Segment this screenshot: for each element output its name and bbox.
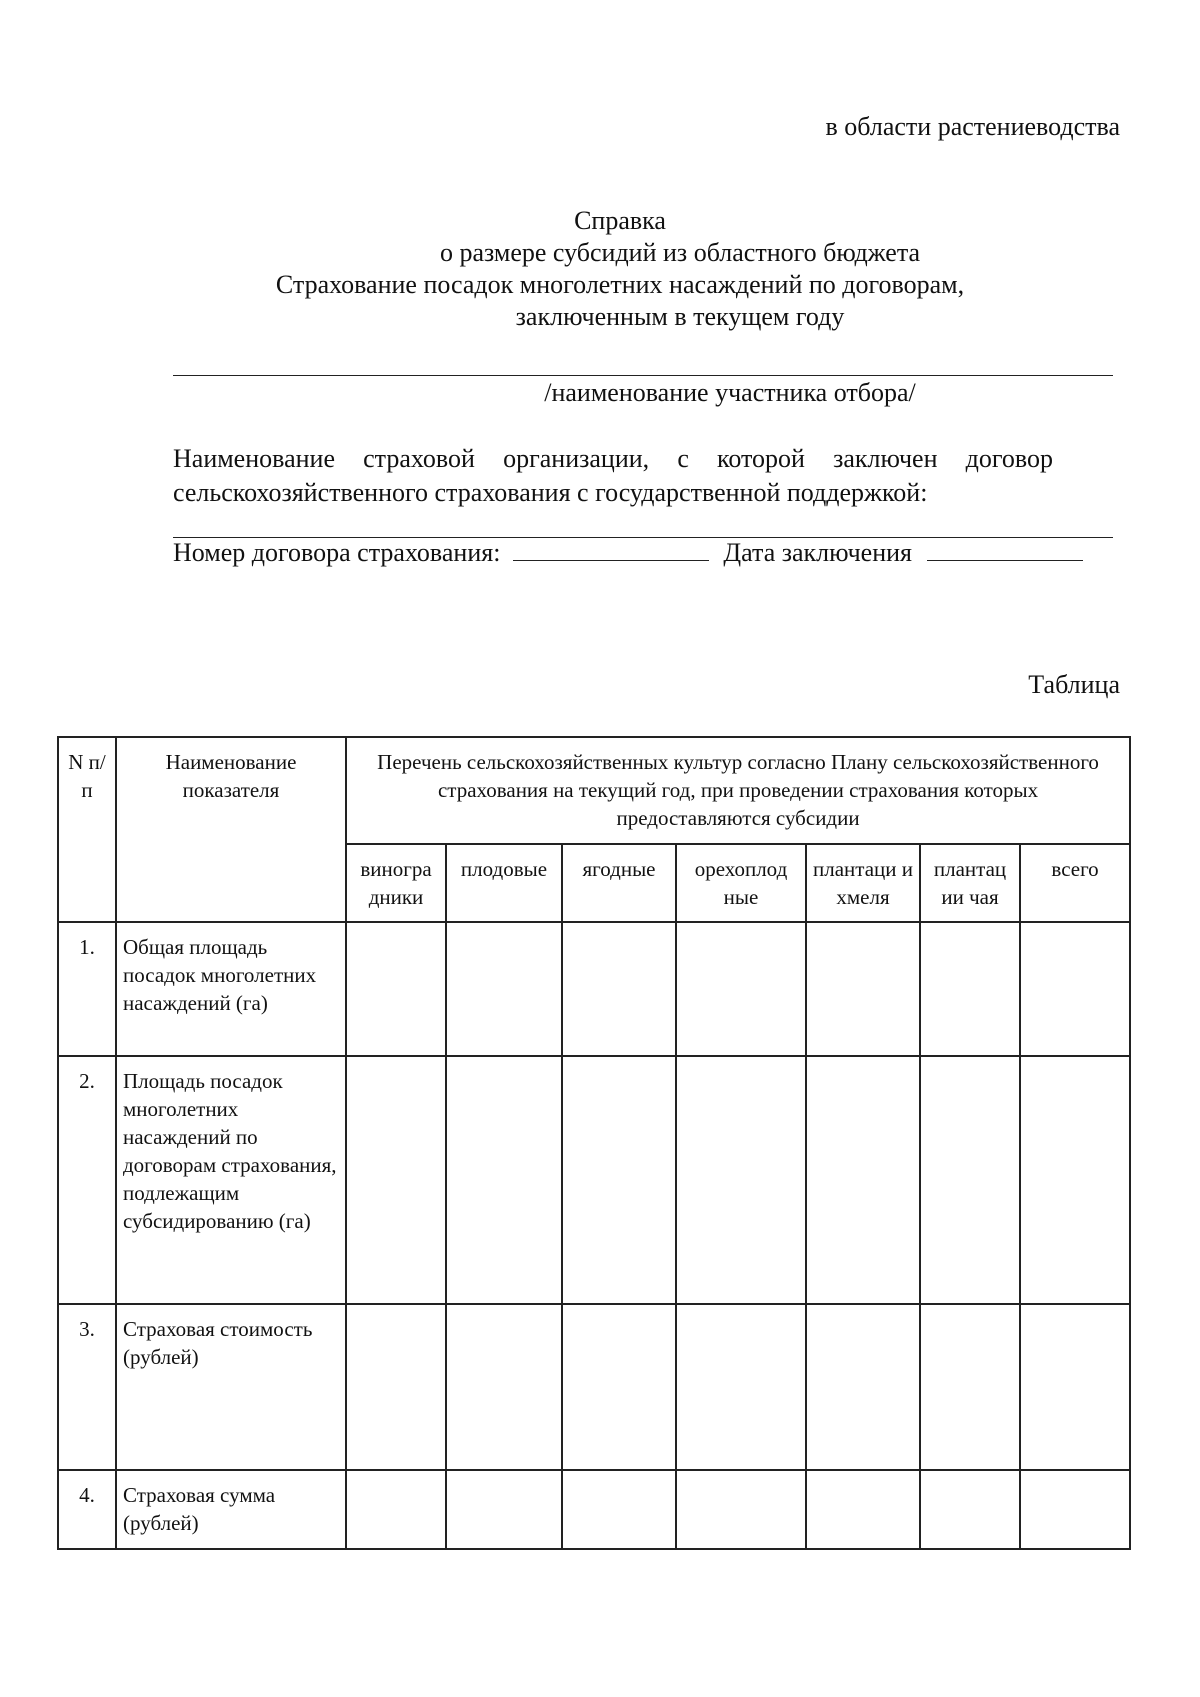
title-current-year: заключенным в текущем году	[515, 302, 845, 331]
crop-header-cell: всего	[1020, 844, 1130, 922]
document-header-right: в области растениеводства	[825, 112, 1120, 141]
participant-name-line[interactable]	[173, 375, 1113, 376]
table-row	[58, 1056, 1130, 1304]
table-cell[interactable]	[446, 1056, 562, 1304]
table-cell[interactable]	[346, 1056, 446, 1304]
row-indicator-name: Площадь посадок многолетних насаждений по договорам страхования, подлежащим субсидированию (га)	[116, 1056, 346, 1304]
table-cell[interactable]	[562, 1056, 676, 1304]
table-cell[interactable]	[676, 922, 806, 1056]
insurer-paragraph-word: с	[677, 444, 689, 473]
crop-header-cell: плантаци и хмеля	[806, 844, 920, 922]
table-cell[interactable]	[676, 1056, 806, 1304]
row-number: 1.	[58, 922, 116, 1056]
table-cell[interactable]	[346, 1470, 446, 1549]
table-cell[interactable]	[446, 1304, 562, 1470]
header-crop-group: Перечень сельскохозяйственных культур согласно Плану сельскохозяйственного страхования на текущий год, при проведении страхования которых предоставляются субсидии	[346, 737, 1130, 844]
crop-header-cell: ягодные	[562, 844, 676, 922]
table-cell[interactable]	[676, 1304, 806, 1470]
insurer-paragraph-word: Наименование	[173, 444, 335, 473]
table-cell[interactable]	[346, 1304, 446, 1470]
insurer-paragraph-word: организации,	[503, 444, 650, 473]
crop-header-cell: плодовые	[446, 844, 562, 922]
header-num: N п/п	[58, 737, 116, 922]
table-row	[58, 922, 1130, 1056]
row-number: 3.	[58, 1304, 116, 1470]
table-cell[interactable]	[676, 1470, 806, 1549]
row-indicator-name: Страховая сумма (рублей)	[116, 1470, 346, 1549]
subsidy-table	[57, 736, 1131, 1550]
row-number: 4.	[58, 1470, 116, 1549]
contract-line	[173, 538, 1083, 568]
header-indicator: Наименование показателя	[116, 737, 346, 922]
insurer-paragraph	[173, 442, 1053, 510]
title-spravka: Справка	[574, 206, 666, 235]
insurer-paragraph-word: заключен	[833, 444, 938, 473]
participant-caption: /наименование участника отбора/	[544, 378, 916, 407]
contract-number-label: Номер договора страхования:	[173, 538, 501, 567]
table-row	[58, 1304, 1130, 1470]
crop-header-cell: виногра дники	[346, 844, 446, 922]
row-number: 2.	[58, 1056, 116, 1304]
table-cell[interactable]	[920, 1304, 1020, 1470]
table-cell[interactable]	[920, 922, 1020, 1056]
table-cell[interactable]	[806, 1056, 920, 1304]
table-cell[interactable]	[446, 922, 562, 1056]
insurer-paragraph-word: страховой	[363, 444, 475, 473]
title-subtitle: о размере субсидий из областного бюджета	[439, 238, 921, 267]
crop-header-cell: плантац ии чая	[920, 844, 1020, 922]
title-insurance: Страхование посадок многолетних насаждений по договорам,	[275, 270, 965, 299]
contract-number-field[interactable]	[513, 538, 709, 561]
table-cell[interactable]	[1020, 1056, 1130, 1304]
table-row	[58, 1470, 1130, 1549]
table-cell[interactable]	[920, 1470, 1020, 1549]
table-cell[interactable]	[1020, 922, 1130, 1056]
insurer-paragraph-line2: сельскохозяйственного страхования с государственной поддержкой:	[173, 478, 928, 507]
table-cell[interactable]	[562, 922, 676, 1056]
insurer-paragraph-line1	[173, 442, 1053, 476]
insurer-paragraph-word: договор	[965, 444, 1053, 473]
contract-date-label: Дата заключения	[723, 538, 912, 567]
contract-date-field[interactable]	[927, 538, 1083, 561]
table-cell[interactable]	[920, 1056, 1020, 1304]
table-cell[interactable]	[446, 1470, 562, 1549]
table-cell[interactable]	[806, 1470, 920, 1549]
insurer-paragraph-word: которой	[717, 444, 805, 473]
table-cell[interactable]	[1020, 1470, 1130, 1549]
row-indicator-name: Общая площадь посадок многолетних насаждений (га)	[116, 922, 346, 1056]
table-cell[interactable]	[1020, 1304, 1130, 1470]
table-cell[interactable]	[562, 1470, 676, 1549]
table-label: Таблица	[1028, 670, 1120, 699]
table-cell[interactable]	[346, 922, 446, 1056]
crop-header-cell: орехоплод ные	[676, 844, 806, 922]
table-cell[interactable]	[806, 922, 920, 1056]
row-indicator-name: Страховая стоимость (рублей)	[116, 1304, 346, 1470]
table-cell[interactable]	[806, 1304, 920, 1470]
table-cell[interactable]	[562, 1304, 676, 1470]
